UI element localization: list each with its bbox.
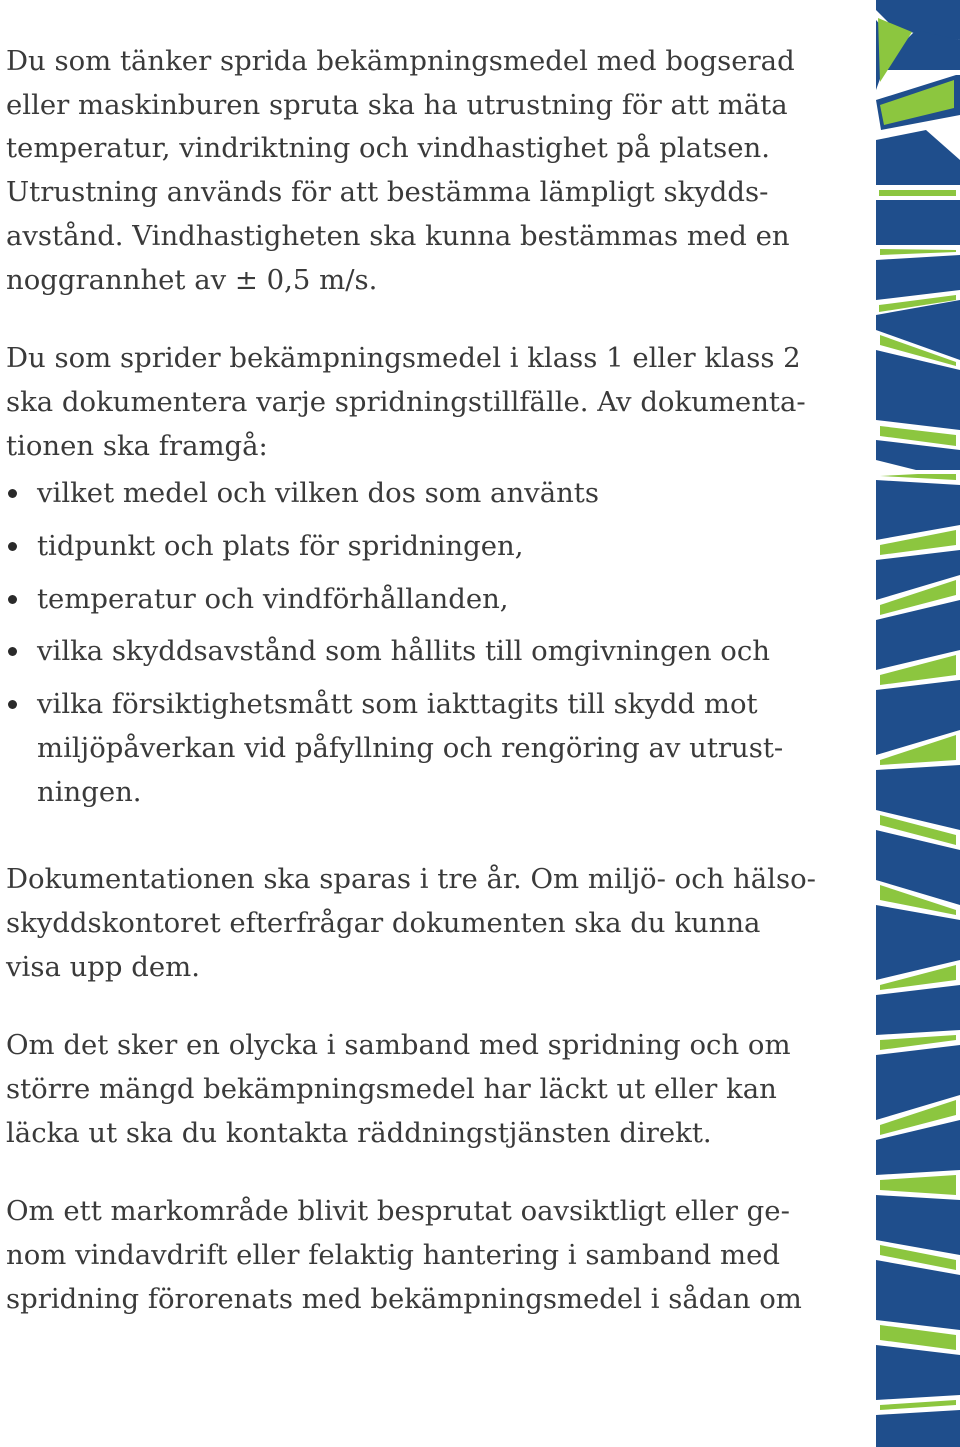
- text-line: Utrustning används för att bestämma lämpligt skydds-: [6, 176, 769, 209]
- bullet-icon: [8, 489, 17, 498]
- text-line: skyddskontoret efterfrågar dokumenten ska du kunna: [6, 906, 761, 939]
- paragraph-equipment: [6, 40, 836, 302]
- text-line: Du som tänker sprida bekämpningsmedel med bogserad: [6, 45, 795, 77]
- text-line: tionen ska framgå:: [6, 429, 268, 462]
- text-line: Om det sker en olycka i samband med spridning och om: [6, 1029, 791, 1062]
- bullet-icon: [8, 647, 17, 656]
- text-line: ningen.: [37, 775, 142, 808]
- list-item: [6, 578, 836, 622]
- bullet-icon: [8, 595, 17, 604]
- text-line: visa upp dem.: [6, 950, 200, 983]
- text-line: ska dokumentera varje spridningstillfälle. Av dokumenta-: [6, 385, 806, 418]
- text-line: miljöpåverkan vid påfyllning och rengöring av utrust-: [37, 731, 784, 764]
- text-column: [6, 40, 836, 1322]
- text-line: Om ett markområde blivit besprutat oavsiktligt eller ge-: [6, 1195, 790, 1228]
- text-line: eller maskinburen spruta ska ha utrustning för att mäta: [6, 88, 788, 121]
- bullet-icon: [8, 700, 17, 709]
- blue-tiles: [876, 0, 960, 1447]
- list-item: [6, 525, 836, 569]
- text-line: tidpunkt och plats för spridningen,: [37, 530, 524, 563]
- text-line: avstånd. Vindhastigheten ska kunna bestämmas med en: [6, 219, 790, 252]
- text-line: nom vindavdrift eller felaktig hantering i samband med: [6, 1239, 780, 1272]
- text-line: Du som sprider bekämpningsmedel i klass 1 eller klass 2: [6, 342, 801, 375]
- paragraph-contamination: [6, 1190, 836, 1321]
- bullet-icon: [8, 542, 17, 551]
- paragraph-retention: [6, 858, 836, 989]
- list-item: [6, 683, 836, 814]
- text-line: vilka försiktighetsmått som iakttagits till skydd mot: [37, 688, 758, 721]
- bullet-list: [6, 472, 836, 814]
- text-line: vilket medel och vilken dos som använts: [37, 477, 599, 510]
- text-line: läcka ut ska du kontakta räddningstjänsten direkt.: [6, 1116, 712, 1149]
- text-line: Dokumentationen ska sparas i tre år. Om miljö- och hälso-: [6, 863, 816, 896]
- text-line: vilka skyddsavstånd som hållits till omgivningen och: [37, 635, 770, 668]
- list-item: [6, 472, 836, 516]
- list-item: [6, 630, 836, 674]
- text-line: större mängd bekämpningsmedel har läckt ut eller kan: [6, 1073, 777, 1106]
- text-line: temperatur och vindförhållanden,: [37, 582, 509, 615]
- decorative-mosaic-strip: [876, 0, 960, 1447]
- text-line: spridning förorenats med bekämpningsmedel i sådan om: [6, 1282, 802, 1315]
- text-line: temperatur, vindriktning och vindhastighet på platsen.: [6, 132, 770, 165]
- text-line: noggrannhet av ± 0,5 m/s.: [6, 263, 378, 296]
- paragraph-accident: [6, 1024, 836, 1155]
- paragraph-documentation: [6, 337, 836, 468]
